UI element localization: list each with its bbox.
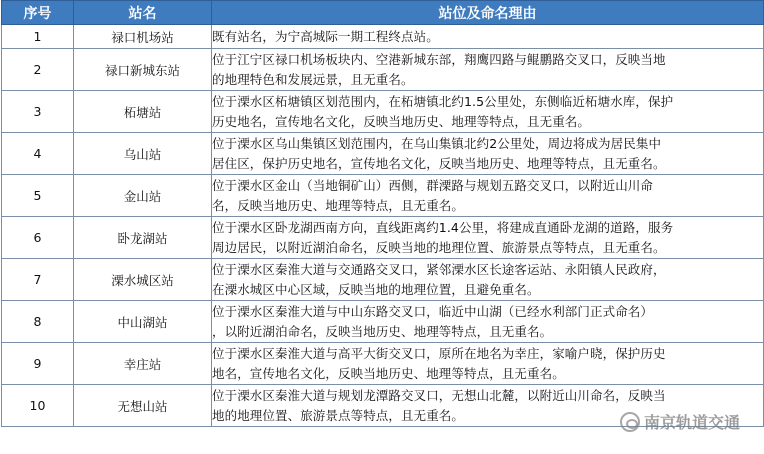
station-reason bbox=[212, 49, 764, 91]
station-reason bbox=[212, 343, 764, 385]
reason-line: 名，反映当地历史、地理等特点，且无重名。 bbox=[212, 197, 465, 213]
station-naming-table bbox=[1, 0, 764, 427]
table-row bbox=[2, 217, 764, 259]
station-number: 6 bbox=[2, 217, 74, 259]
station-number: 8 bbox=[2, 301, 74, 343]
station-number: 9 bbox=[2, 343, 74, 385]
table-row bbox=[2, 385, 764, 427]
reason-line: 位于溧水区金山（当地铜矿山）西侧，群溧路与规划五路交叉口，以附近山川命 bbox=[212, 177, 654, 193]
header-no: 序号 bbox=[2, 1, 74, 25]
station-reason bbox=[212, 25, 764, 49]
station-number: 10 bbox=[2, 385, 74, 427]
station-reason bbox=[212, 301, 764, 343]
station-number: 5 bbox=[2, 175, 74, 217]
station-number: 7 bbox=[2, 259, 74, 301]
reason-line: 在溧水城区中心区域，反映当地的地理位置，且避免重名。 bbox=[212, 281, 540, 297]
reason-line: 周边居民，以附近湖泊命名，反映当地的地理位置、旅游景点等特点，且无重名。 bbox=[212, 239, 666, 255]
station-number: 4 bbox=[2, 133, 74, 175]
header-name: 站名 bbox=[74, 1, 212, 25]
reason-line: 位于溧水区秦淮大道与交通路交叉口，紧邻溧水区长途客运站、永阳镇人民政府， bbox=[212, 261, 666, 277]
reason-line: 地名，宣传地名文化，反映当地历史、地理等特点，且无重名。 bbox=[212, 365, 565, 381]
table-header-row bbox=[2, 1, 764, 25]
watermark-text: 南京轨道交通 bbox=[644, 413, 741, 432]
station-name: 无想山站 bbox=[74, 385, 212, 427]
table-row bbox=[2, 259, 764, 301]
reason-line: ，以附近湖泊命名，反映当地历史、地理等特点，且无重名。 bbox=[212, 323, 553, 339]
reason-line: 既有站名，为宁高城际一期工程终点站。 bbox=[212, 28, 439, 44]
reason-line: 地的地理位置、旅游景点等特点，且无重名。 bbox=[212, 407, 465, 423]
table-row bbox=[2, 49, 764, 91]
reason-line: 位于溧水区柘塘镇区划范围内，在柘塘镇北约1.5公里处，东侧临近柘塘水库，保护 bbox=[212, 93, 674, 109]
station-reason bbox=[212, 217, 764, 259]
table-row bbox=[2, 301, 764, 343]
station-reason bbox=[212, 91, 764, 133]
station-number: 2 bbox=[2, 49, 74, 91]
station-name: 中山湖站 bbox=[74, 301, 212, 343]
station-reason bbox=[212, 175, 764, 217]
reason-line: 位于溧水区秦淮大道与高平大街交叉口，原所在地名为幸庄，家喻户晓，保护历史 bbox=[212, 345, 666, 361]
reason-line: 历史地名，宣传地名文化，反映当地历史、地理等特点，且无重名。 bbox=[212, 113, 591, 129]
station-reason bbox=[212, 259, 764, 301]
station-number: 1 bbox=[2, 25, 74, 49]
station-name: 溧水城区站 bbox=[74, 259, 212, 301]
station-reason bbox=[212, 133, 764, 175]
station-name: 幸庄站 bbox=[74, 343, 212, 385]
table-row bbox=[2, 343, 764, 385]
reason-line: 位于江宁区禄口机场板块内、空港新城东部，翔鹰四路与鲲鹏路交叉口，反映当地 bbox=[212, 51, 666, 67]
station-name: 柘塘站 bbox=[74, 91, 212, 133]
station-number: 3 bbox=[2, 91, 74, 133]
header-reason: 站位及命名理由 bbox=[212, 1, 764, 25]
reason-line: 的地理特色和发展远景，且无重名。 bbox=[212, 71, 414, 87]
table-row bbox=[2, 25, 764, 49]
table-row bbox=[2, 91, 764, 133]
table-body bbox=[2, 25, 764, 427]
reason-line: 位于溧水区卧龙湖西南方向，直线距离约1.4公里，将建成直通卧龙湖的道路，服务 bbox=[212, 219, 674, 235]
station-name: 乌山站 bbox=[74, 133, 212, 175]
reason-line: 居住区，保护历史地名，宣传地名文化，反映当地历史、地理等特点，且无重名。 bbox=[212, 155, 666, 171]
station-name: 卧龙湖站 bbox=[74, 217, 212, 259]
reason-line: 位于溧水区秦淮大道与中山东路交叉口，临近中山湖（已经水利部门正式命名） bbox=[212, 303, 654, 319]
station-reason bbox=[212, 385, 764, 427]
table-row bbox=[2, 133, 764, 175]
station-name: 金山站 bbox=[74, 175, 212, 217]
station-name: 禄口机场站 bbox=[74, 25, 212, 49]
reason-line: 位于溧水区乌山集镇区划范围内，在乌山集镇北约2公里处，周边将成为居民集中 bbox=[212, 135, 662, 151]
table-row bbox=[2, 175, 764, 217]
station-name: 禄口新城东站 bbox=[74, 49, 212, 91]
reason-line: 位于溧水区秦淮大道与规划龙潭路交叉口，无想山北麓，以附近山川命名，反映当 bbox=[212, 387, 666, 403]
